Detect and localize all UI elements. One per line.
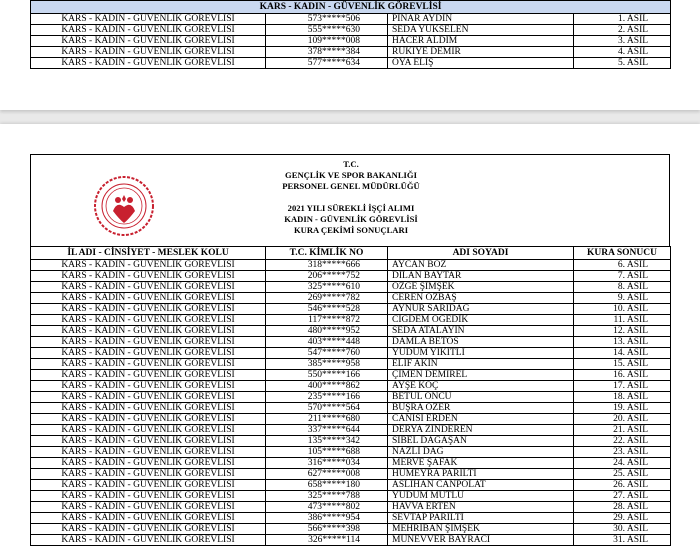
- cell-kolu: KARS - KADIN - GÜVENLİK GÖREVLİSİ: [31, 458, 266, 469]
- cell-ad: BÜŞRA ÖZER: [388, 403, 574, 414]
- cell-sonuc: 11. ASİL: [574, 315, 671, 326]
- cell-sonuc: 27. ASİL: [574, 491, 671, 502]
- cell-ad: MEHRİBAN ŞİMŞEK: [388, 524, 574, 535]
- cell-tc: 386*****954: [266, 513, 388, 524]
- cell-tc: 337*****644: [266, 425, 388, 436]
- cell-sonuc: 12. ASİL: [574, 326, 671, 337]
- cell-kolu: KARS - KADIN - GÜVENLİK GÖREVLİSİ: [31, 535, 266, 546]
- cell-kolu: KARS - KADIN - GÜVENLİK GÖREVLİSİ: [31, 524, 266, 535]
- cell-kolu: KARS - KADIN - GÜVENLİK GÖREVLİSİ: [31, 315, 266, 326]
- table-row: [31, 381, 671, 392]
- cell-tc: 105*****688: [266, 447, 388, 458]
- cell-ad: HÜMEYRA PARILTI: [388, 469, 574, 480]
- table-row: [31, 58, 671, 69]
- results-table-page-2: [30, 246, 671, 546]
- cell-sonuc: 10. ASİL: [574, 304, 671, 315]
- cell-ad: BETÜL ÖNCÜ: [388, 392, 574, 403]
- cell-tc: 316*****034: [266, 458, 388, 469]
- cell-tc: 269*****782: [266, 293, 388, 304]
- cell-kolu: KARS - KADIN - GÜVENLİK GÖREVLİSİ: [31, 502, 266, 513]
- table-row: [31, 447, 671, 458]
- table-row: [31, 469, 671, 480]
- title-position: KADIN - GÜVENLİK GÖREVLİSİ: [284, 214, 418, 224]
- cell-ad: SEDA YÜKSELEN: [388, 25, 574, 36]
- table-row: [31, 436, 671, 447]
- cell-kolu: KARS - KADIN - GÜVENLİK GÖREVLİSİ: [31, 414, 266, 425]
- cell-tc: 206*****752: [266, 271, 388, 282]
- cell-kolu: KARS - KADIN - GÜVENLİK GÖREVLİSİ: [31, 304, 266, 315]
- cell-kolu: KARS - KADIN - GÜVENLİK GÖREVLİSİ: [31, 447, 266, 458]
- cell-ad: OYA ELİŞ: [388, 58, 574, 69]
- cell-sonuc: 20. ASİL: [574, 414, 671, 425]
- table-row: [31, 260, 671, 271]
- cell-ad: HACER ALDIM: [388, 36, 574, 47]
- table-row: [31, 337, 671, 348]
- cell-sonuc: 23. ASİL: [574, 447, 671, 458]
- cell-tc: 546*****528: [266, 304, 388, 315]
- table-row: [31, 293, 671, 304]
- cell-ad: AYCAN BOZ: [388, 260, 574, 271]
- table-row: [31, 425, 671, 436]
- cell-tc: 385*****958: [266, 359, 388, 370]
- cell-tc: 547*****760: [266, 348, 388, 359]
- cell-tc: 577*****634: [266, 58, 388, 69]
- table-row: [31, 315, 671, 326]
- cell-sonuc: 24. ASİL: [574, 458, 671, 469]
- section-header: KARS - KADIN - GÜVENLİK GÖREVLİSİ: [31, 1, 671, 14]
- cell-kolu: KARS - KADIN - GÜVENLİK GÖREVLİSİ: [31, 359, 266, 370]
- cell-sonuc: 15. ASİL: [574, 359, 671, 370]
- table-row: [31, 458, 671, 469]
- cell-kolu: KARS - KADIN - GÜVENLİK GÖREVLİSİ: [31, 425, 266, 436]
- table-row: [31, 326, 671, 337]
- cell-kolu: KARS - KADIN - GÜVENLİK GÖREVLİSİ: [31, 260, 266, 271]
- table-row: [31, 271, 671, 282]
- cell-ad: ELİF AKIN: [388, 359, 574, 370]
- cell-ad: ÇİMEN DEMİREL: [388, 370, 574, 381]
- table-row: [31, 524, 671, 535]
- column-header-row: [31, 247, 671, 260]
- cell-kolu: KARS - KADIN - GÜVENLİK GÖREVLİSİ: [31, 480, 266, 491]
- cell-ad: DERYA ZİNDEREN: [388, 425, 574, 436]
- cell-ad: NAZLI DAĞ: [388, 447, 574, 458]
- cell-tc: 325*****610: [266, 282, 388, 293]
- table-row: [31, 403, 671, 414]
- cell-tc: 211*****680: [266, 414, 388, 425]
- cell-sonuc: 7. ASİL: [574, 271, 671, 282]
- cell-sonuc: 3. ASİL: [574, 36, 671, 47]
- cell-sonuc: 13. ASİL: [574, 337, 671, 348]
- cell-tc: 570*****564: [266, 403, 388, 414]
- cell-tc: 325*****788: [266, 491, 388, 502]
- cell-sonuc: 17. ASİL: [574, 381, 671, 392]
- cell-kolu: KARS - KADIN - GÜVENLİK GÖREVLİSİ: [31, 348, 266, 359]
- cell-kolu: KARS - KADIN - GÜVENLİK GÖREVLİSİ: [31, 326, 266, 337]
- cell-sonuc: 28. ASİL: [574, 502, 671, 513]
- cell-sonuc: 14. ASİL: [574, 348, 671, 359]
- cell-sonuc: 4. ASİL: [574, 47, 671, 58]
- table-row: [31, 480, 671, 491]
- table-row: [31, 513, 671, 524]
- cell-kolu: KARS - KADIN - GÜVENLİK GÖREVLİSİ: [31, 491, 266, 502]
- table-row: [31, 14, 671, 25]
- table-row: [31, 535, 671, 546]
- cell-ad: CEREN ÖZBAŞ: [388, 293, 574, 304]
- cell-tc: 378*****384: [266, 47, 388, 58]
- cell-kolu: KARS - KADIN - GÜVENLİK GÖREVLİSİ: [31, 293, 266, 304]
- title-results: KURA ÇEKİMİ SONUÇLARI: [293, 225, 409, 235]
- table-row: [31, 25, 671, 36]
- title-tc: T.C.: [343, 159, 359, 169]
- cell-sonuc: 25. ASİL: [574, 469, 671, 480]
- cell-kolu: KARS - KADIN - GÜVENLİK GÖREVLİSİ: [31, 25, 266, 36]
- cell-ad: MERVE ŞAFAK: [388, 458, 574, 469]
- cell-sonuc: 19. ASİL: [574, 403, 671, 414]
- cell-tc: 400*****862: [266, 381, 388, 392]
- column-header-kolu: İL ADI - CİNSİYET - MESLEK KOLU: [31, 247, 266, 260]
- title-ministry: GENÇLİK VE SPOR BAKANLIĞI: [285, 170, 417, 180]
- cell-kolu: KARS - KADIN - GÜVENLİK GÖREVLİSİ: [31, 14, 266, 25]
- cell-sonuc: 5. ASİL: [574, 58, 671, 69]
- cell-tc: 473*****802: [266, 502, 388, 513]
- cell-kolu: KARS - KADIN - GÜVENLİK GÖREVLİSİ: [31, 513, 266, 524]
- table-row: [31, 348, 671, 359]
- table-row: [31, 502, 671, 513]
- results-table-page-1: [30, 0, 671, 69]
- cell-ad: YUDUM YİKİTLİ: [388, 348, 574, 359]
- cell-kolu: KARS - KADIN - GÜVENLİK GÖREVLİSİ: [31, 337, 266, 348]
- table-row: [31, 491, 671, 502]
- cell-kolu: KARS - KADIN - GÜVENLİK GÖREVLİSİ: [31, 47, 266, 58]
- table-row: [31, 47, 671, 58]
- cell-tc: 135*****342: [266, 436, 388, 447]
- cell-tc: 555*****630: [266, 25, 388, 36]
- cell-ad: HAVVA ERTEN: [388, 502, 574, 513]
- cell-tc: 318*****666: [266, 260, 388, 271]
- cell-tc: 627*****008: [266, 469, 388, 480]
- cell-sonuc: 6. ASİL: [574, 260, 671, 271]
- table-row: [31, 304, 671, 315]
- cell-sonuc: 21. ASİL: [574, 425, 671, 436]
- table-row: [31, 414, 671, 425]
- document-page-1: [0, 0, 700, 110]
- cell-ad: RUKIYE DEMİR: [388, 47, 574, 58]
- cell-ad: PINAR AYDIN: [388, 14, 574, 25]
- cell-ad: AYNUR SARIDAĞ: [388, 304, 574, 315]
- cell-ad: SİBEL DAĞAŞAN: [388, 436, 574, 447]
- cell-ad: AYŞE KOÇ: [388, 381, 574, 392]
- document-page-2: [0, 124, 700, 554]
- cell-kolu: KARS - KADIN - GÜVENLİK GÖREVLİSİ: [31, 271, 266, 282]
- cell-tc: 658*****180: [266, 480, 388, 491]
- cell-tc: 573*****506: [266, 14, 388, 25]
- column-header-tc: T.C. KİMLİK NO: [266, 247, 388, 260]
- cell-kolu: KARS - KADIN - GÜVENLİK GÖREVLİSİ: [31, 370, 266, 381]
- cell-tc: 109*****008: [266, 36, 388, 47]
- cell-ad: ASLIHAN CANPOLAT: [388, 480, 574, 491]
- cell-sonuc: 18. ASİL: [574, 392, 671, 403]
- cell-sonuc: 16. ASİL: [574, 370, 671, 381]
- table-row: [31, 359, 671, 370]
- cell-ad: DİLAN BAYTAR: [388, 271, 574, 282]
- cell-tc: 326*****114: [266, 535, 388, 546]
- cell-kolu: KARS - KADIN - GÜVENLİK GÖREVLİSİ: [31, 436, 266, 447]
- cell-kolu: KARS - KADIN - GÜVENLİK GÖREVLİSİ: [31, 403, 266, 414]
- cell-kolu: KARS - KADIN - GÜVENLİK GÖREVLİSİ: [31, 58, 266, 69]
- cell-tc: 566*****398: [266, 524, 388, 535]
- cell-kolu: KARS - KADIN - GÜVENLİK GÖREVLİSİ: [31, 36, 266, 47]
- document-header: [30, 154, 670, 246]
- cell-ad: DAMLA BETOS: [388, 337, 574, 348]
- cell-tc: 235*****166: [266, 392, 388, 403]
- cell-sonuc: 2. ASİL: [574, 25, 671, 36]
- table-row: [31, 370, 671, 381]
- cell-sonuc: 29. ASİL: [574, 513, 671, 524]
- cell-sonuc: 30. ASİL: [574, 524, 671, 535]
- table-row: [31, 392, 671, 403]
- cell-tc: 117*****872: [266, 315, 388, 326]
- cell-ad: SEDA ATALAYIN: [388, 326, 574, 337]
- table-row: [31, 36, 671, 47]
- cell-ad: YUDUM MUTLU: [388, 491, 574, 502]
- cell-ad: ÖZGE ŞİMŞEK: [388, 282, 574, 293]
- cell-tc: 550*****166: [266, 370, 388, 381]
- title-directorate: PERSONEL GENEL MÜDÜRLÜĞÜ: [282, 181, 420, 191]
- cell-sonuc: 26. ASİL: [574, 480, 671, 491]
- cell-sonuc: 1. ASİL: [574, 14, 671, 25]
- column-header-sonuc: KURA SONUCU: [574, 247, 671, 260]
- cell-ad: MÜNEVVER BAYRACI: [388, 535, 574, 546]
- column-header-ad: ADI SOYADI: [388, 247, 574, 260]
- cell-tc: 480*****952: [266, 326, 388, 337]
- cell-ad: CANISI ERDEN: [388, 414, 574, 425]
- cell-sonuc: 22. ASİL: [574, 436, 671, 447]
- cell-tc: 403*****448: [266, 337, 388, 348]
- cell-kolu: KARS - KADIN - GÜVENLİK GÖREVLİSİ: [31, 282, 266, 293]
- section-header-row: [31, 1, 671, 14]
- table-row: [31, 282, 671, 293]
- cell-kolu: KARS - KADIN - GÜVENLİK GÖREVLİSİ: [31, 392, 266, 403]
- cell-sonuc: 31. ASİL: [574, 535, 671, 546]
- cell-sonuc: 8. ASİL: [574, 282, 671, 293]
- cell-kolu: KARS - KADIN - GÜVENLİK GÖREVLİSİ: [31, 381, 266, 392]
- cell-ad: SEVTAP PARILTI: [388, 513, 574, 524]
- title-recruitment: 2021 YILI SÜREKLİ İŞÇİ ALIMI: [287, 203, 415, 213]
- cell-kolu: KARS - KADIN - GÜVENLİK GÖREVLİSİ: [31, 469, 266, 480]
- cell-ad: CİĞDEM ÖĞEDİK: [388, 315, 574, 326]
- cell-sonuc: 9. ASİL: [574, 293, 671, 304]
